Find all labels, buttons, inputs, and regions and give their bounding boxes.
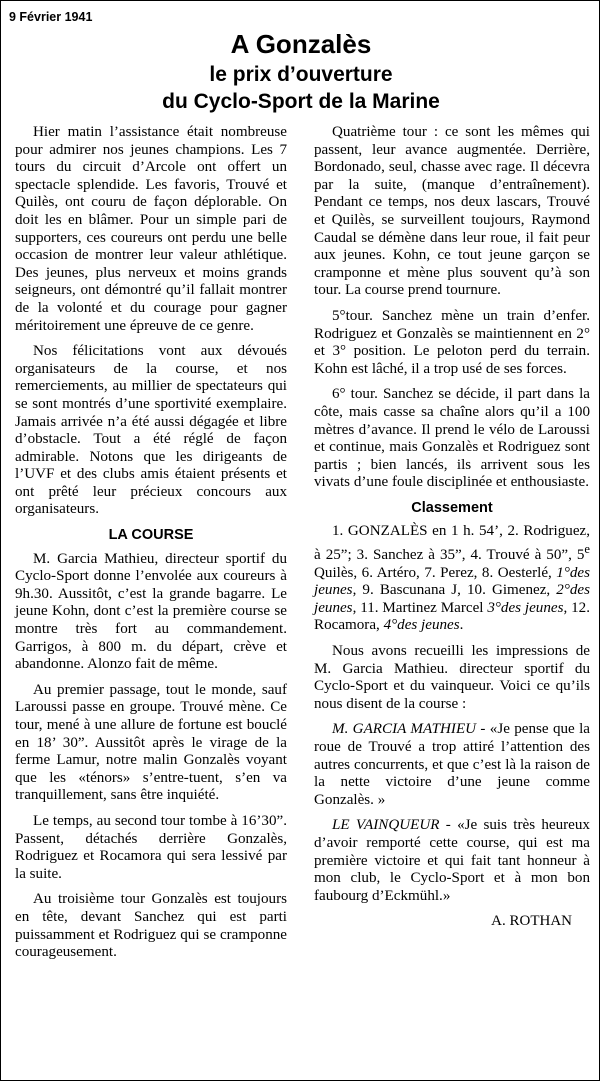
classement-superscript: e [584,542,590,557]
paragraph: Nous avons recueilli les impressions de M. Garcia Mathieu. directeur sportif du Cyclo-Sport et du vainqueur. Voici ce qu’ils nous disent de la course : [314,643,590,712]
paragraph: 6° tour. Sanchez se décide, il part dans la côte, mais casse sa chaîne alors qu’il a 100 mètres d’avance. Il prend le vélo de Laroussi et continue, mais Gonzalès et Rodriguez sont partis ; bien lancés, ils arrivent sous les vivats d’une foule disciplinée et enthousiaste. [314,386,590,491]
classement-text: . [459,617,464,634]
section-heading-la-course: LA COURSE [108,527,194,544]
classement-text: 1. GONZALÈS en 1 h. 54’, 2. Rodriguez, à 25”; 3. Sanchez à 35”, 4. Trouvé à 50”, 5 [314,523,590,564]
classement-paragraph [314,523,590,635]
classement-text: , 12. Rocamora, [314,599,590,634]
quote-speaker: M. GARCIA MATHIEU [332,721,477,738]
classement-text: Quilès, 6. Artéro, 7. Perez, 8. Oesterlé, [314,564,557,581]
paragraph: Nos félicitations vont aux dévoués organisateurs de la course, et nos remerciements, au millier de spectateurs qui se sont montrés d’une sportivité exemplaire. Jamais arrivée n’a été aussi dégagée et libre d’obstacle. Tout a été réglé de façon admirable. Notons que les dirigeants de l’UVF et des clubs amis étaient présents et ont prêté leur précieux concours aux organisateurs. [15,343,287,518]
article-title: A Gonzalès [230,29,372,59]
quote-text: - «Je pense que la roue de Trouvé a trop attiré l’attention des autres concurrents, et que c’est là la raison de la nette victoire d’une jeune comme Gonzalès. » [314,721,590,808]
classement-italic: 3°des jeunes [487,599,564,616]
paragraph: Quatrième tour : ce sont les mêmes qui passent, leur avance augmentée. Derrière, Bordonado, seul, chasse avec rage. Il décevra par la suite, (manque d’entraînement). Pendant ce temps, nos deux lascars, Trouvé et Quilès, se surveillent toujours, Raymond Caudal se démène dans leur roue, il fait peur aux jeunes. Kohn, ce tout jeune garçon se cramponne et mène plus souvent qu’à son tour. La course prend tournure. [314,124,590,299]
quote-text: - «Je suis très heureux d’avoir remporté cette course, qui est ma première victoire et qui fait tant honneur à mon club, le Cyclo-Sport et à mon bon faubourg d’Eckmühl.» [314,817,590,904]
quote-vainqueur [314,817,590,905]
right-column [314,124,590,931]
paragraph: 5°tour. Sanchez mène un train d’enfer. Rodriguez et Gonzalès se maintiennent en 2° et 3° position. Le peloton perd du terrain. Kohn est lâché, il a trop usé de ses forces. [314,307,590,377]
author-signature: A. ROTHAN [491,913,572,930]
quote-speaker: LE VAINQUEUR [332,817,440,834]
classement-italic: 4°des jeunes [383,617,460,634]
section-heading-classement: Classement [411,499,493,516]
paragraph: Le temps, au second tour tombe à 16’30”. Passent, détachés derrière Gonzalès, Rodriguez et Rocamora qui sera lessivé par la suite. [15,812,287,882]
paragraph: M. Garcia Mathieu, directeur sportif du Cyclo-Sport donne l’envolée aux coureurs à 9h.30. Aussitôt, c’est la grande bagarre. Le jeune Kohn, dont c’est la première course se montre très fort au commandement. Garrigos, à 800 m. du départ, crève et abandonne. Alonzo fait de même. [15,550,287,673]
left-column [15,124,287,970]
paragraph: Hier matin l’assistance était nombreuse pour admirer nos jeunes champions. Les 7 tours du circuit d’Arcole ont offert un spectacle splendide. Les favoris, Trouvé et Quilès, ont couru de façon déplorable. On doit les en blâmer. Pour un simple pari de supporters, ces coureurs ont perdu une belle occasion de montrer leur valeur athlétique. Des jeunes, plus nerveux et moins grands seigneurs, ont démontré qu’il fallait montrer de la volonté et du courage pour gagner méritoirement une épreuve de ce genre. [15,124,287,334]
date-label: 9 Février 1941 [9,10,93,24]
classement-italic: 2°des jeunes [314,582,590,616]
classement-italic: 1°des jeunes [314,564,590,599]
classement-text: , 11. Martinez Marcel [352,599,488,616]
classement-text: , 9. Bascunana J, 10. Gimenez, [352,582,557,599]
paragraph: Au troisième tour Gonzalès est toujours en tête, devant Sanchez qui est parti puissamment et Rodriguez qui se cramponne courageusement. [15,891,287,961]
article-subtitle-line2: du Cyclo-Sport de la Marine [162,90,440,113]
article-subtitle-line1: le prix d’ouverture [209,63,393,86]
paragraph: Au premier passage, tout le monde, sauf Laroussi passe en groupe. Trouvé mène. Ce tour, mené à une allure de fortune est bouclé en 18’ 30”. Aussitôt après le virage de la ferme Lamur, notre malin Gonzalès voyant que les «ténors» s’entre-tuent, s’en va tranquillement, sans être inquiété. [15,681,287,804]
quote-garcia-mathieu [314,721,590,809]
